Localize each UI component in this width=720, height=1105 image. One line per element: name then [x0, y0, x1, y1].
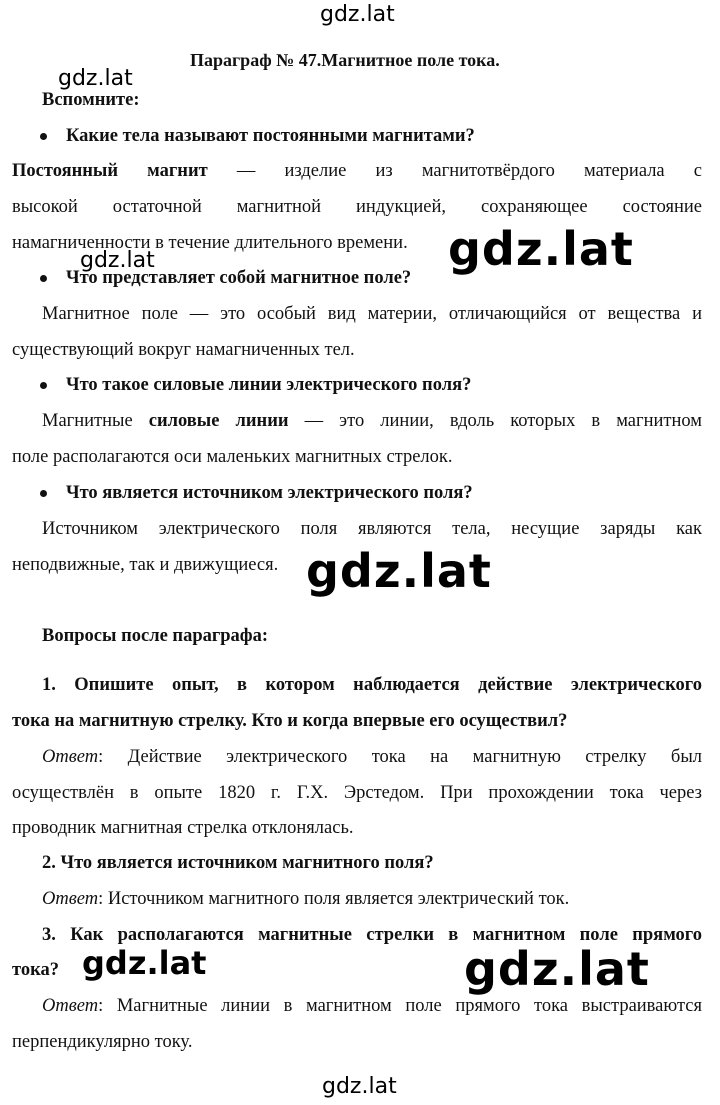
recall-heading: Вспомните: [42, 90, 140, 110]
answer-p1-line-3: проводник магнитная стрелка отклонялась. [12, 818, 354, 838]
answer-text: Магнитные [42, 411, 149, 431]
question-2-line-1: 2. Что является источником магнитного поля? [42, 853, 434, 873]
answer-1-line-3: намагниченности в течение длительного времени. [12, 233, 408, 253]
page-title: Параграф № 47.Магнитное поле тока. [190, 50, 500, 70]
answer-text: : Магнитные линии в магнитном поле прямого тока выстраиваются [98, 996, 702, 1016]
term-field-lines: силовые линии [148, 411, 289, 431]
answer-p2-line-1 [42, 887, 720, 911]
answer-label: Ответ [42, 889, 99, 909]
question-text: Какие тела называют постоянными магнитами? [66, 126, 475, 146]
answer-text: — изделие из магнитотвёрдого материала с [207, 161, 702, 181]
question-3-line-1: 3. Как располагаются магнитные стрелки в магнитном поле прямого [42, 925, 702, 945]
watermark-mid-3: gdz.lat [82, 944, 207, 982]
answer-4-line-1: Источником электрического поля являются тела, несущие заряды как [42, 519, 702, 539]
answer-text: : Действие электрического тока на магнитную стрелку был [98, 747, 702, 767]
question-text: Что является источником электрического поля? [66, 483, 473, 503]
watermark-big-2: gdz.lat [306, 544, 492, 598]
answer-1-line-1 [12, 159, 702, 183]
watermark-bottom: gdz.lat [322, 1074, 397, 1099]
answer-3-line-1 [42, 409, 702, 433]
question-text: Что такое силовые линии электрического поля? [66, 375, 472, 395]
bullet-icon [40, 275, 47, 282]
answer-2-line-1: Магнитное поле — это особый вид материи, отличающийся от вещества и [42, 304, 702, 324]
question-1-line-1: 1. Опишите опыт, в котором наблюдается действие электрического [42, 675, 702, 695]
watermark-top: gdz.lat [320, 2, 395, 27]
answer-3-line-2: поле располагаются оси маленьких магнитных стрелок. [12, 447, 453, 467]
watermark-big-3: gdz.lat [464, 942, 650, 996]
answer-2-line-2: существующий вокруг намагниченных тел. [12, 340, 355, 360]
answer-p3-line-2: перпендикулярно току. [12, 1032, 193, 1052]
watermark-big-1: gdz.lat [448, 222, 634, 276]
answer-label: Ответ [42, 747, 99, 767]
question-3-line-2: тока? [12, 960, 59, 980]
answer-1-line-2: высокой остаточной магнитной индукцией, сохраняющее состояние [12, 197, 702, 217]
answer-label: Ответ [42, 996, 99, 1016]
bullet-icon [40, 133, 47, 140]
bullet-icon [40, 490, 47, 497]
watermark-left-2: gdz.lat [80, 248, 155, 273]
answer-p1-line-1 [42, 745, 702, 769]
question-1-line-2: тока на магнитную стрелку. Кто и когда впервые его осуществил? [12, 711, 568, 731]
answer-text: : Источником магнитного поля является электрический ток. [98, 889, 570, 909]
watermark-left-1: gdz.lat [58, 66, 133, 91]
term-permanent-magnet: Постоянный магнит [12, 161, 208, 181]
answer-p3-line-1 [42, 994, 702, 1018]
bullet-icon [40, 382, 47, 389]
answer-text: — это линии, вдоль которых в магнитном [288, 411, 702, 431]
answer-4-line-2: неподвижные, так и движущиеся. [12, 555, 279, 575]
answer-p1-line-2: осуществлён в опыте 1820 г. Г.Х. Эрстедом. При прохождении тока через [12, 783, 702, 803]
questions-heading: Вопросы после параграфа: [42, 626, 269, 646]
question-text: Что представляет собой магнитное поле? [66, 268, 412, 288]
